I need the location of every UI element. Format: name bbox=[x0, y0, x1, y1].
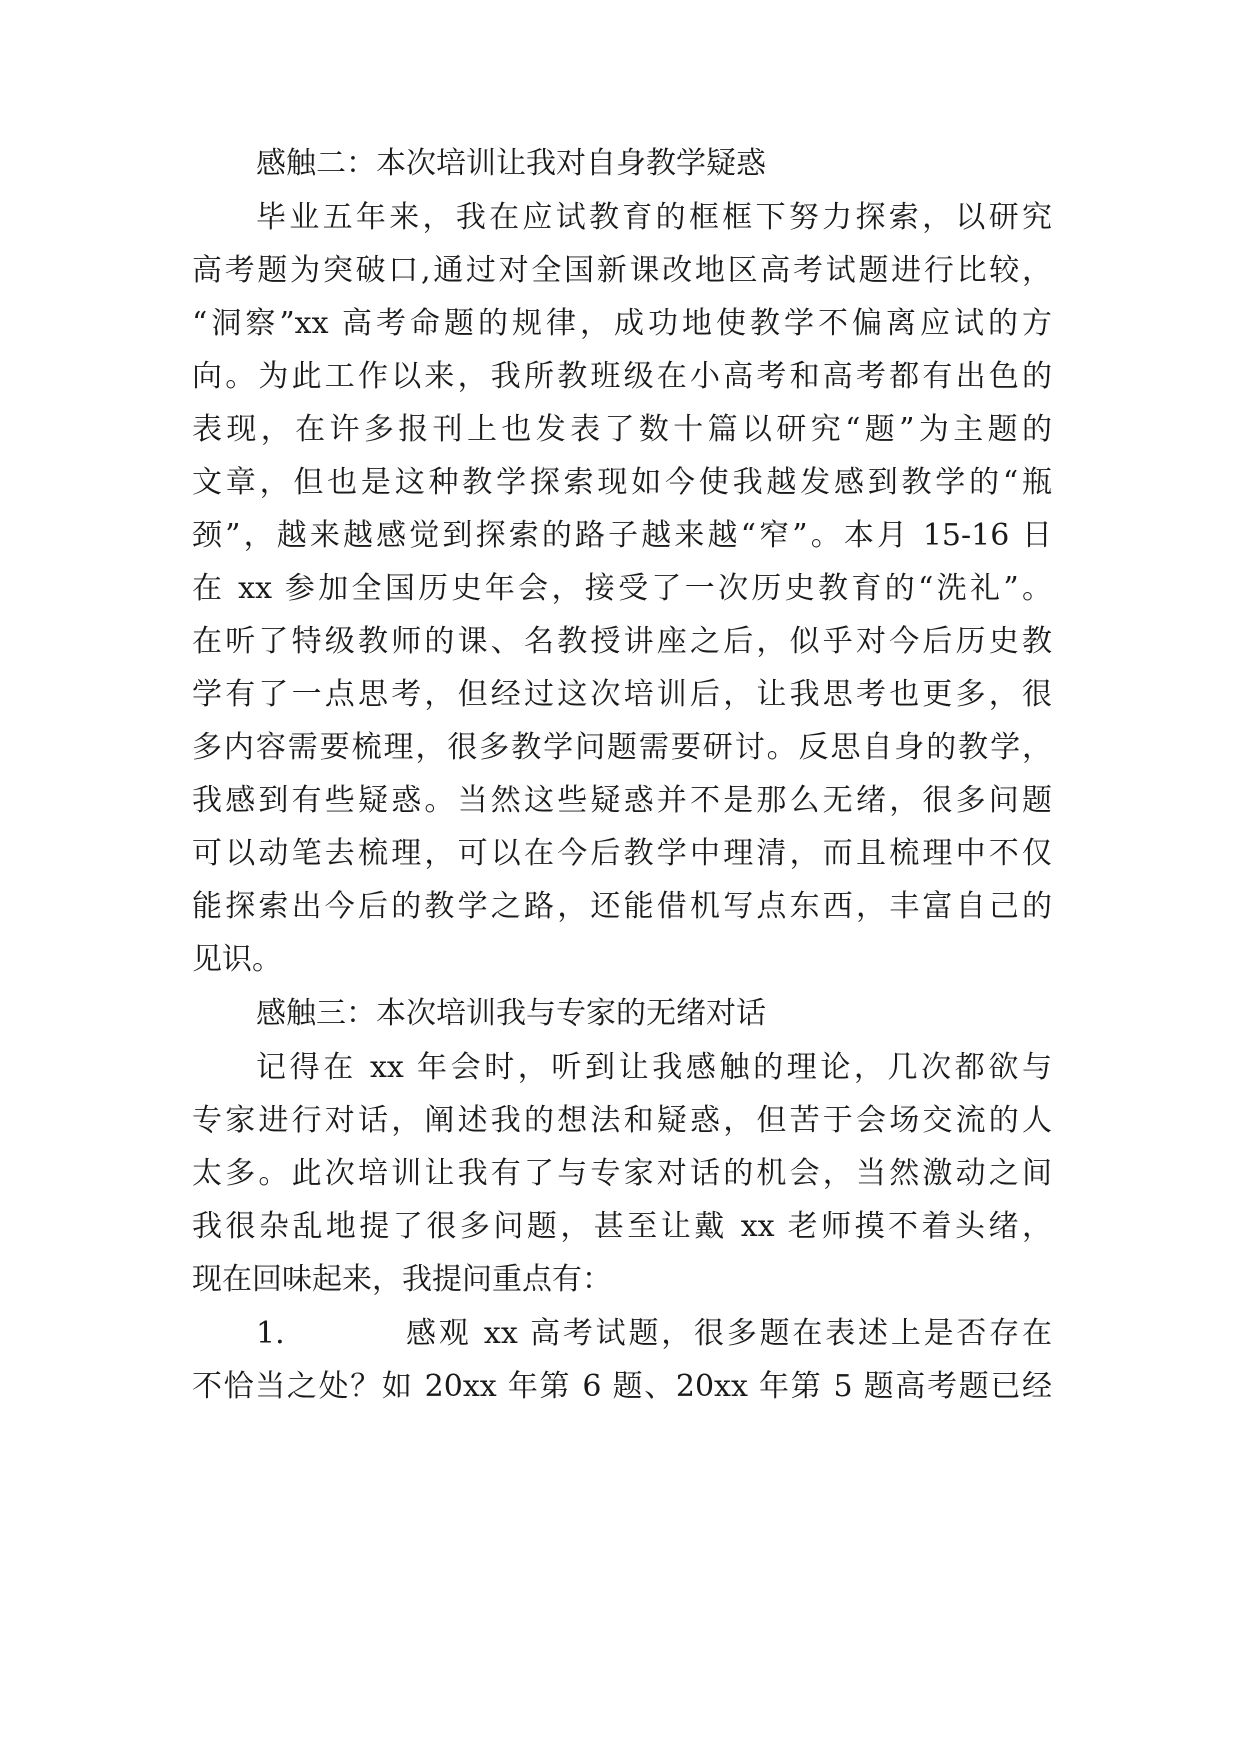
paragraph-line: 向。为此工作以来，我所教班级在小高考和高考都有出色的 bbox=[192, 359, 1052, 394]
paragraph-line: 在 xx 参加全国历史年会，接受了一次历史教育的“洗礼”。 bbox=[192, 571, 1052, 606]
paragraph-line: 毕业五年来，我在应试教育的框框下努力探索，以研究 bbox=[256, 200, 1052, 235]
paragraph-line: “洞察”xx 高考命题的规律，成功地使教学不偏离应试的方 bbox=[192, 306, 1052, 341]
paragraph-line: 记得在 xx 年会时，听到让我感触的理论，几次都欲与 bbox=[256, 1050, 1052, 1085]
paragraph-line: 颈”，越来越感觉到探索的路子越来越“窄”。本月 15-16 日 bbox=[192, 518, 1052, 553]
list-item-continuation: 不恰当之处？如 20xx 年第 6 题、20xx 年第 5 题高考题已经 bbox=[192, 1369, 1052, 1404]
paragraph-line: 专家进行对话，阐述我的想法和疑惑，但苦于会场交流的人 bbox=[192, 1103, 1052, 1138]
paragraph-line: 我很杂乱地提了很多问题，甚至让戴 xx 老师摸不着头绪， bbox=[192, 1209, 1052, 1244]
paragraph-line: 学有了一点思考，但经过这次培训后，让我思考也更多，很 bbox=[192, 677, 1052, 712]
paragraph-line: 表现，在许多报刊上也发表了数十篇以研究“题”为主题的 bbox=[192, 412, 1052, 447]
section-heading-3: 感触三：本次培训我与专家的无绪对话 bbox=[256, 996, 766, 1031]
paragraph-line: 多内容需要梳理，很多教学问题需要研讨。反思自身的教学， bbox=[192, 730, 1052, 765]
section-heading-2: 感触二：本次培训让我对自身教学疑惑 bbox=[256, 146, 766, 181]
paragraph-line: 可以动笔去梳理，可以在今后教学中理清，而且梳理中不仅 bbox=[192, 836, 1052, 871]
paragraph-line: 高考题为突破口,通过对全国新课改地区高考试题进行比较， bbox=[192, 253, 1052, 288]
paragraph-line: 我感到有些疑惑。当然这些疑惑并不是那么无绪，很多问题 bbox=[192, 783, 1052, 818]
paragraph-line: 能探索出今后的教学之路，还能借机写点东西，丰富自己的 bbox=[192, 889, 1052, 924]
paragraph-line: 在听了特级教师的课、名教授讲座之后，似乎对今后历史教 bbox=[192, 624, 1052, 659]
paragraph-line: 见识。 bbox=[192, 942, 282, 977]
list-item-number: 1. bbox=[256, 1316, 285, 1351]
list-item-text: 感观 xx 高考试题，很多题在表述上是否存在 bbox=[406, 1316, 1052, 1351]
paragraph-line: 现在回味起来，我提问重点有： bbox=[192, 1262, 612, 1297]
paragraph-line: 太多。此次培训让我有了与专家对话的机会，当然激动之间 bbox=[192, 1156, 1052, 1191]
paragraph-line: 文章，但也是这种教学探索现如今使我越发感到教学的“瓶 bbox=[192, 465, 1052, 500]
